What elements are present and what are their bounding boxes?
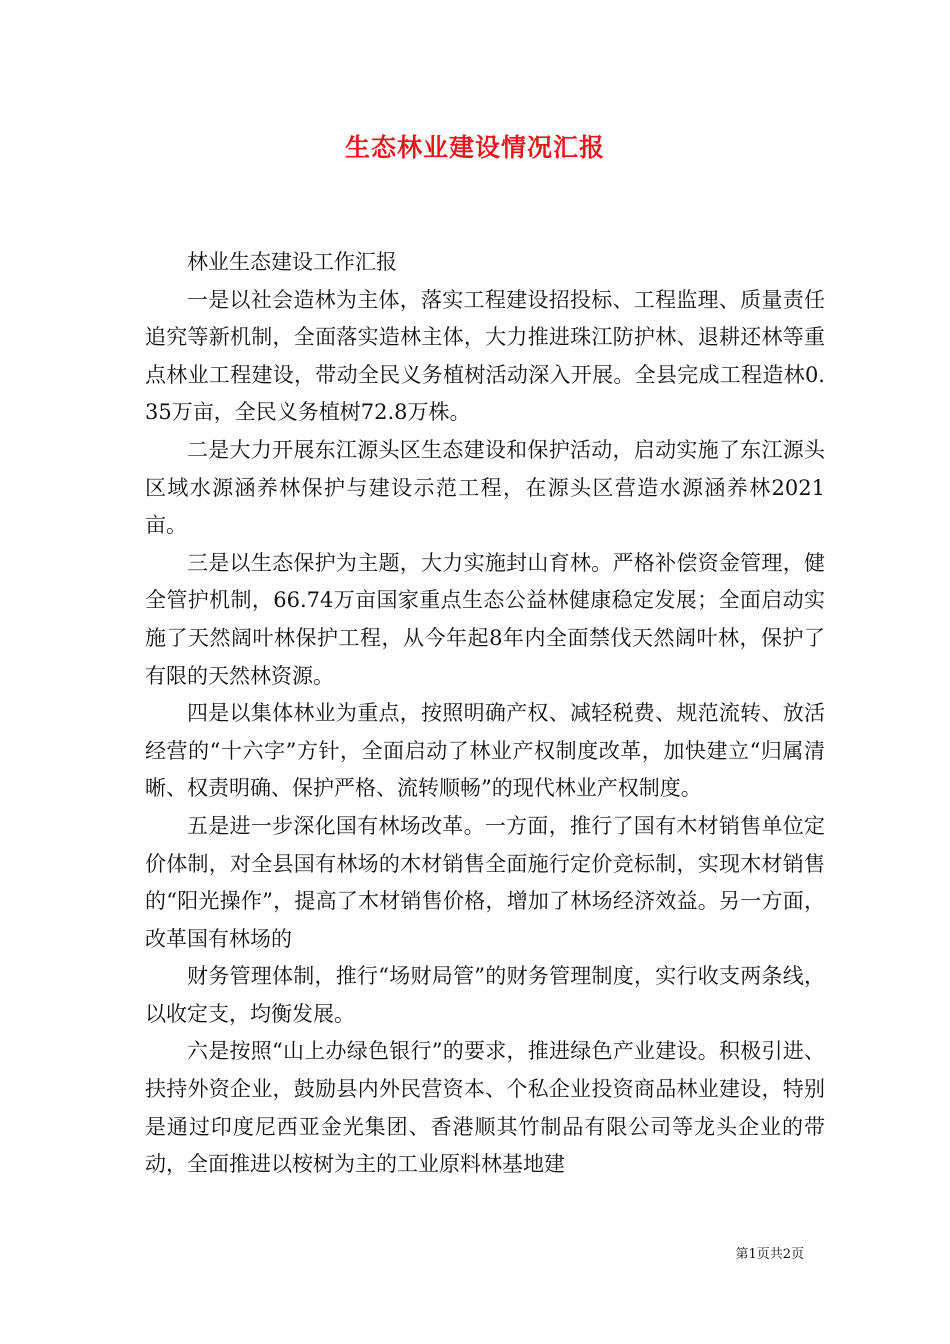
paragraph-item-6: 六是按照“山上办绿色银行”的要求，推进绿色产业建设。积极引进、扶持外资企业，鼓励县内外民营资本、个私企业投资商品林业建设，特别是通过印度尼西亚金光集团、香港顺其竹制品有限公司等龙头企业的带动，全面推进以桉树为主的工业原料林基地建 bbox=[145, 1039, 825, 1177]
paragraph-item-1: 一是以社会造林为主体，落实工程建设招投标、工程监理、质量责任追究等新机制，全面落实造林主体，大力推进珠江防护林、退耕还林等重点林业工程建设，带动全民义务植树活动深入开展。全县完成工程造林0.35万亩，全民义务植树72.8万株。 bbox=[145, 287, 825, 425]
paragraph-item-5-continued: 财务管理体制，推行“场财局管”的财务管理制度，实行收支两条线，以收定支，均衡发展。 bbox=[145, 964, 825, 1026]
paragraph-item-4: 四是以集体林业为重点，按照明确产权、减轻税费、规范流转、放活经营的“十六字”方针，全面启动了林业产权制度改革，加快建立“归属清晰、权责明确、保护严格、流转顺畅”的现代林业产权制度。 bbox=[145, 701, 825, 801]
paragraph-item-2: 二是大力开展东江源头区生态建设和保护活动，启动实施了东江源头区域水源涵养林保护与建设示范工程，在源头区营造水源涵养林2021亩。 bbox=[145, 437, 825, 538]
paragraph-item-3: 三是以生态保护为主题，大力实施封山育林。严格补偿资金管理，健全管护机制，66.74万亩国家重点生态公益林健康稳定发展；全面启动实施了天然阔叶林保护工程，从今年起8年内全面禁伐天然阔叶林，保护了有限的天然林资源。 bbox=[145, 550, 825, 688]
paragraph-item-5: 五是进一步深化国有林场改革。一方面，推行了国有木材销售单位定价体制，对全县国有林场的木材销售全面施行定价竞标制，实现木材销售的“阳光操作”，提高了木材销售价格，增加了林场经济效益。另一方面，改革国有林场的 bbox=[145, 813, 825, 951]
document-body bbox=[145, 244, 825, 1184]
document-title: 生态林业建设情况汇报 bbox=[344, 133, 605, 162]
paragraph-heading: 林业生态建设工作汇报 bbox=[187, 250, 397, 274]
page-number-footer: 第1页共2页 bbox=[735, 1247, 804, 1262]
